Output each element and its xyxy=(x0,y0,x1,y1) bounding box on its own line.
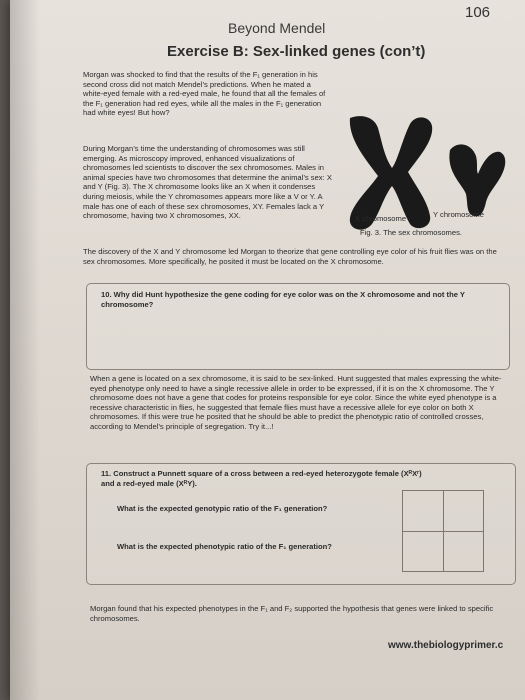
page-shadow xyxy=(10,0,40,700)
y-chromosome-label: Y chromosome xyxy=(433,210,484,219)
section-title: Beyond Mendel xyxy=(228,20,326,36)
y-chromosome-icon xyxy=(449,144,505,216)
question-10-box[interactable] xyxy=(86,283,510,370)
sex-linked-paragraph: When a gene is located on a sex chromosome, it is said to be sex-linked. Hunt suggested that males expressing the white-eyed phenotype only need to have a single recessive allele in order to be expressed, if it is on the X chromosome. The Y chromosome does not have a gene that codes for proteins responsible for eye color. Since the white eyed phenotype is a recessive characteristic in flies, he suggested that female flies must have a recessive allele for eye color on both X chromosomes. If this were true he posited that he should be able to predict the phenotypic ratio of controlled crosses, according to Mendel’s principle of segregation. Try it...! xyxy=(90,374,502,431)
page-number: 106 xyxy=(465,4,491,21)
figure-caption: Fig. 3. The sex chromosomes. xyxy=(360,228,462,237)
website-url: www.thebiologyprimer.c xyxy=(388,640,504,651)
question-10-text: 10. Why did Hunt hypothesize the gene coding for eye color was on the X chromosome and not the Y chromosome? xyxy=(101,290,465,309)
exercise-title: Exercise B: Sex-linked genes (con’t) xyxy=(167,43,426,60)
closing-paragraph: Morgan found that his expected phenotypes in the F₁ and F₂ supported the hypothesis that genes were linked to specific chromosomes. xyxy=(90,604,494,623)
phenotypic-ratio-prompt: What is the expected phenotypic ratio of the F₁ generation? xyxy=(117,542,332,551)
discovery-paragraph: The discovery of the X and Y chromosome led Morgan to theorize that gene controlling eye color of his fruit flies was on the sex chromosomes. More specifically, he posited it must be located on the X chromosome. xyxy=(83,247,497,266)
punnett-square[interactable] xyxy=(402,490,484,572)
x-chromosome-label: X chromosome xyxy=(355,214,407,223)
genotypic-ratio-prompt: What is the expected genotypic ratio of the F₁ generation? xyxy=(117,504,328,513)
intro-paragraph: Morgan was shocked to find that the results of the F₁ generation in his second cross did not match Mendel’s predictions. When he mated a white-eyed female with a red-eyed male, he found that all the females of the F₁ generation had red eyes, while all the males in the F₁ generation had white eyes! But how? xyxy=(83,70,326,118)
question-11-text: 11. Construct a Punnett square of a cross between a red-eyed heterozygote female (XᴿXʳ) and a red-eyed male (XᴿY). xyxy=(101,469,422,488)
worksheet-page xyxy=(10,0,525,700)
chromosome-paragraph: During Morgan’s time the understanding of chromosomes was still emerging. As microscopy improved, enhanced visualizations of chromosomes led scientists to discover the sex chromosomes. Males in animal species have two chromosomes that determine the animal’s sex: X and Y (Fig. 3). The X chromosome looks like an X when it condenses during meiosis, while the Y chromosomes appears more like a V or Y. A male has one of each of these sex chromosomes, XY. Females lack a Y chromosome, having two X chromosomes, XX. xyxy=(83,144,332,221)
x-chromosome-icon xyxy=(350,116,432,230)
punnett-horizontal-divider xyxy=(403,531,483,532)
